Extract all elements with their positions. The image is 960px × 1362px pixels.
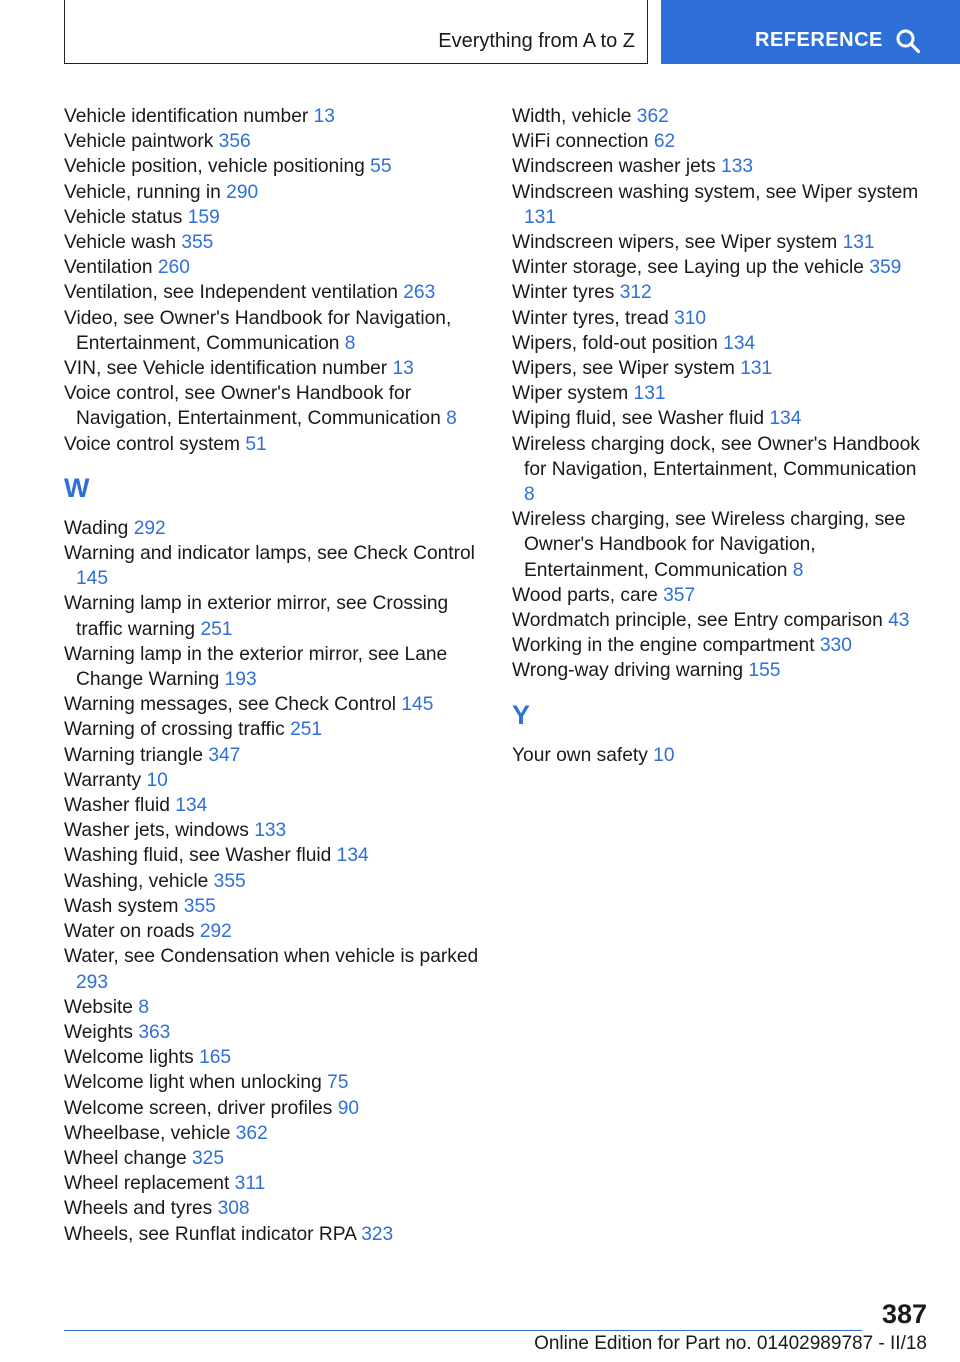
index-page-link[interactable]: 10 <box>653 744 675 766</box>
index-page-link[interactable]: 8 <box>138 996 149 1018</box>
index-page-link[interactable]: 155 <box>748 660 781 682</box>
index-page-link[interactable]: 347 <box>208 744 241 766</box>
index-page-link[interactable]: 330 <box>819 635 852 657</box>
index-page-link[interactable]: 131 <box>524 206 557 228</box>
index-page-link[interactable]: 55 <box>370 156 392 178</box>
index-page-link[interactable]: 325 <box>192 1147 225 1169</box>
index-page-link[interactable]: 133 <box>721 156 754 178</box>
index-page-link[interactable]: 312 <box>619 282 652 304</box>
index-entry <box>64 768 484 793</box>
index-entry <box>64 1222 484 1247</box>
index-entry <box>64 255 484 280</box>
index-entry-text: Warning of crossing traffic <box>64 719 285 741</box>
index-entry-text: Warning triangle <box>64 744 203 766</box>
index-page-link[interactable]: 43 <box>888 610 910 632</box>
index-entry <box>512 306 927 331</box>
index-entry <box>512 658 927 683</box>
index-entry-text: Weights <box>64 1021 133 1043</box>
index-entry-text: Wood parts, care <box>512 584 658 606</box>
index-page-link[interactable]: 355 <box>213 870 246 892</box>
index-entry <box>512 104 927 129</box>
index-entry <box>64 356 484 381</box>
index-entry <box>512 356 927 381</box>
index-entry <box>512 608 927 633</box>
index-entry-text: Vehicle, running in <box>64 181 221 203</box>
index-entry-text: Website <box>64 996 133 1018</box>
index-entry-text: Voice control system <box>64 433 240 455</box>
index-entry-text: Video, see Owner's Handbook for Navigation, Entertainment, Communication <box>64 307 452 354</box>
index-page-link[interactable]: 51 <box>245 433 267 455</box>
index-entry-text: Wash system <box>64 895 179 917</box>
index-entry <box>64 104 484 129</box>
index-entry-text: Washer jets, windows <box>64 820 249 842</box>
index-entry-text: Your own safety <box>512 744 648 766</box>
index-page-link[interactable]: 8 <box>792 559 804 581</box>
index-entry <box>512 230 927 255</box>
index-page-link[interactable]: 359 <box>869 257 902 279</box>
index-page-link[interactable]: 292 <box>199 921 232 943</box>
index-page-link[interactable]: 263 <box>403 282 436 304</box>
index-entry <box>64 1096 484 1121</box>
index-entry-text: Winter tyres <box>512 282 615 304</box>
index-page-link[interactable]: 355 <box>183 895 216 917</box>
index-entry-text: Wiper system <box>512 383 629 405</box>
index-entry-text: Warning messages, see Check Control <box>64 694 397 716</box>
index-page-link[interactable]: 293 <box>76 971 109 993</box>
index-letter-heading: W <box>64 472 90 503</box>
reference-label: REFERENCE <box>755 29 883 51</box>
index-entry-text: Windscreen washer jets <box>512 156 716 178</box>
index-entry-text: Wordmatch principle, see Entry comparison <box>512 610 883 632</box>
index-entry-text: Wireless charging, see Wireless charging, see Owner's Handbook for Navigation, Entertainment, Communication <box>512 509 906 581</box>
index-entry <box>64 717 484 742</box>
index-entry-text: Warning lamp in exterior mirror, see Crossing traffic warning <box>64 593 449 640</box>
index-entry-text: Ventilation, see Independent ventilation <box>64 282 398 304</box>
section-title: Everything from A to Z <box>438 30 635 52</box>
index-entry-text: Wipers, fold-out position <box>512 332 718 354</box>
index-page-link[interactable]: 134 <box>336 845 369 867</box>
index-entry <box>64 1020 484 1045</box>
index-entry-text: Washing fluid, see Washer fluid <box>64 845 332 867</box>
index-entry <box>64 1196 484 1221</box>
index-page-link[interactable]: 134 <box>175 795 208 817</box>
index-page-link[interactable]: 193 <box>224 669 257 691</box>
index-entry <box>64 541 484 591</box>
index-page-link[interactable]: 131 <box>740 358 773 380</box>
index-entry <box>512 255 927 280</box>
index-entry-text: WiFi connection <box>512 131 649 153</box>
index-entry <box>64 180 484 205</box>
index-column-left <box>64 104 484 1247</box>
index-entry <box>512 406 927 431</box>
index-entry-text: Welcome light when unlocking <box>64 1072 322 1094</box>
index-entry <box>64 843 484 868</box>
index-page-link[interactable]: 8 <box>344 332 356 354</box>
index-entry-text: Width, vehicle <box>512 106 632 127</box>
index-page-link[interactable]: 251 <box>290 719 323 741</box>
index-page-link[interactable]: 165 <box>199 1047 232 1069</box>
index-page-link[interactable]: 62 <box>653 131 676 153</box>
index-entry <box>512 507 927 583</box>
index-page-link[interactable]: 308 <box>217 1198 250 1220</box>
index-entry <box>512 633 927 658</box>
index-entry-text: Wading <box>64 517 129 539</box>
index-entry <box>64 129 484 154</box>
index-page-link[interactable]: 323 <box>361 1223 394 1245</box>
index-entry <box>64 692 484 717</box>
index-page-link[interactable]: 292 <box>133 517 166 539</box>
index-entry-text: Wiping fluid, see Washer fluid <box>512 408 765 430</box>
index-entry <box>64 280 484 305</box>
index-page-link[interactable]: 362 <box>235 1122 268 1144</box>
index-page-link[interactable]: 75 <box>327 1072 349 1094</box>
index-page-link[interactable]: 8 <box>446 408 457 430</box>
index-entry <box>64 381 484 431</box>
index-entry <box>64 432 484 457</box>
index-page-link[interactable]: 363 <box>138 1021 171 1043</box>
index-page-link[interactable]: 134 <box>769 408 802 430</box>
index-entry-text: Wheel change <box>64 1147 187 1169</box>
index-entry-text: Wireless charging dock, see Owner's Handbook for Navigation, Entertainment, Communication <box>512 433 920 480</box>
index-entry-text: Windscreen wipers, see Wiper system <box>512 232 838 254</box>
index-page-link[interactable]: 134 <box>723 332 756 354</box>
index-entry <box>64 642 484 692</box>
index-entry <box>64 995 484 1020</box>
index-page-link[interactable]: 356 <box>218 131 251 153</box>
index-entry-text: Washing, vehicle <box>64 870 209 892</box>
index-entry-text: Winter tyres, tread <box>512 307 669 329</box>
reference-tab[interactable] <box>661 0 960 64</box>
index-entry-text: Wheel replacement <box>64 1173 230 1195</box>
index-entry-text: Vehicle wash <box>64 232 176 254</box>
index-entry <box>64 154 484 179</box>
index-entry <box>64 1045 484 1070</box>
index-letter-heading: Y <box>512 699 531 730</box>
page-number: 387 <box>881 1299 927 1329</box>
index-entry <box>64 919 484 944</box>
index-entry-text: Water on roads <box>64 921 195 943</box>
index-entry-text: Winter storage, see Laying up the vehicle <box>512 257 864 279</box>
index-page-link[interactable]: 131 <box>842 232 875 254</box>
index-entry-text: Wheels, see Runflat indicator RPA <box>64 1223 356 1245</box>
index-page-link[interactable]: 133 <box>254 820 287 842</box>
index-page-link[interactable]: 8 <box>524 484 535 506</box>
index-entry <box>512 432 927 508</box>
index-column-right <box>512 104 927 768</box>
index-entry <box>512 331 927 356</box>
index-page-link[interactable]: 290 <box>226 181 259 203</box>
index-entry <box>64 230 484 255</box>
index-entry <box>64 591 484 641</box>
index-entry-text: VIN, see Vehicle identification number <box>64 358 388 380</box>
index-page-link[interactable]: 310 <box>674 307 707 329</box>
index-entry-text: Washer fluid <box>64 795 170 817</box>
index-entry-text: Vehicle status <box>64 206 183 228</box>
index-entry-text: Vehicle paintwork <box>64 131 214 153</box>
search-icon[interactable] <box>895 28 921 54</box>
index-entry <box>64 1171 484 1196</box>
index-page-link[interactable]: 145 <box>76 568 109 590</box>
index-entry <box>512 180 927 230</box>
index-entry-text: Windscreen washing system, see Wiper system <box>512 181 919 203</box>
index-entry <box>64 205 484 230</box>
index-entry <box>64 894 484 919</box>
index-entry <box>64 944 484 994</box>
index-entry <box>64 1121 484 1146</box>
index-entry-text: Wheels and tyres <box>64 1198 213 1220</box>
index-entry <box>512 381 927 406</box>
index-page-link[interactable]: 131 <box>633 383 666 405</box>
index-entry <box>64 743 484 768</box>
index-entry-text: Warning and indicator lamps, see Check Control <box>64 543 475 565</box>
index-page-link[interactable]: 355 <box>181 232 214 254</box>
index-page-link[interactable]: 90 <box>337 1097 360 1119</box>
index-entry <box>512 280 927 305</box>
index-entry-text: Wipers, see Wiper system <box>512 358 735 380</box>
index-page-link[interactable]: 362 <box>636 106 669 127</box>
index-page-link[interactable]: 357 <box>663 584 696 606</box>
index-entry-text: Vehicle identification number <box>64 106 309 127</box>
footer-edition-text: Online Edition for Part no. 01402989787 - II/18 <box>534 1333 927 1354</box>
index-entry <box>512 743 927 768</box>
index-entry-text: Welcome screen, driver profiles <box>64 1097 333 1119</box>
index-entry-text: Vehicle position, vehicle positioning <box>64 156 365 178</box>
index-page-link[interactable]: 159 <box>187 206 220 228</box>
index-entry <box>512 583 927 608</box>
index-page-link[interactable]: 260 <box>157 257 190 279</box>
index-entry <box>64 516 484 541</box>
index-entry-text: Wrong-way driving warning <box>512 660 744 682</box>
index-page-link[interactable]: 251 <box>200 618 233 640</box>
index-entry <box>64 1146 484 1171</box>
index-entry <box>64 818 484 843</box>
index-entry-text: Warning lamp in the exterior mirror, see Lane Change Warning <box>64 643 448 691</box>
index-entry-text: Warranty <box>64 769 142 791</box>
index-entry-text: Working in the engine compartment <box>512 635 815 657</box>
header-section-box <box>64 0 648 64</box>
index-entry <box>64 793 484 818</box>
index-page-link[interactable]: 145 <box>401 694 434 716</box>
index-entry-text: Voice control, see Owner's Handbook for Navigation, Entertainment, Communication <box>64 383 441 430</box>
index-page-link[interactable]: 13 <box>313 106 335 127</box>
index-entry-text: Ventilation <box>64 257 153 279</box>
index-entry <box>64 869 484 894</box>
index-entry <box>512 154 927 179</box>
index-entry-text: Water, see Condensation when vehicle is parked <box>64 946 479 968</box>
index-entry-text: Welcome lights <box>64 1047 194 1069</box>
index-page-link[interactable]: 13 <box>392 358 414 380</box>
index-entry <box>64 306 484 356</box>
index-entry-text: Wheelbase, vehicle <box>64 1122 231 1144</box>
index-entry <box>512 129 927 154</box>
index-page-link[interactable]: 311 <box>234 1173 266 1195</box>
index-page-link[interactable]: 10 <box>146 769 168 791</box>
index-entry <box>64 1070 484 1095</box>
